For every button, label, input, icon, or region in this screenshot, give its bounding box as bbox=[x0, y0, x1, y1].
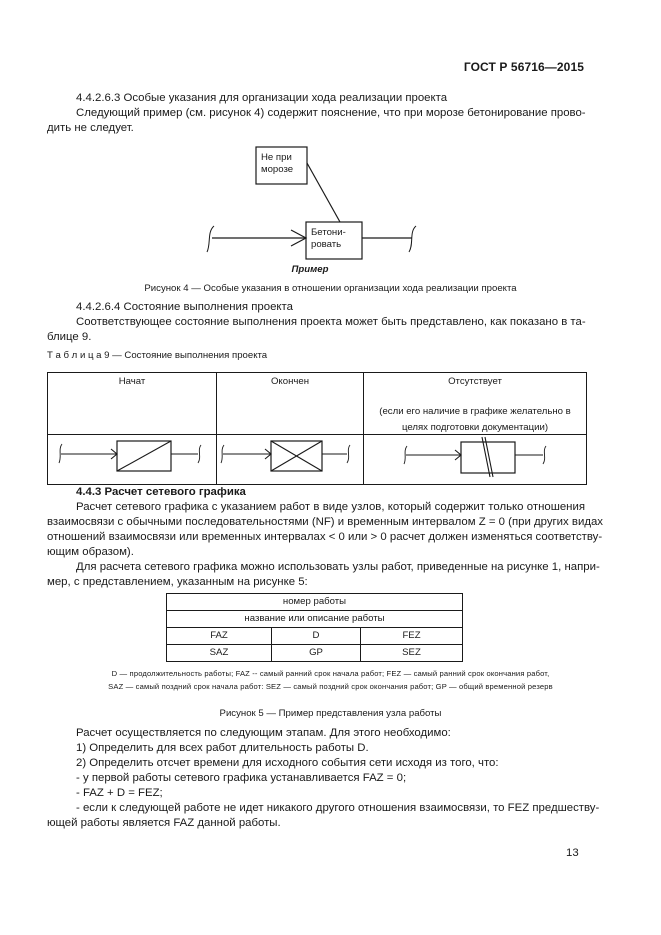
table-9-symbol-cell bbox=[48, 435, 217, 485]
section-heading-4-4-2-6-4: 4.4.2.6.4 Состояние выполнения проекта bbox=[76, 301, 293, 313]
step-bullet: - у первой работы сетевого графика устанавливается FAZ = 0; bbox=[76, 772, 407, 784]
step-1: 1) Определить для всех работ длительность работы D. bbox=[76, 742, 369, 754]
node-number-cell: номер работы bbox=[167, 594, 463, 611]
step-2: 2) Определить отсчет времени для исходного события сети исходя из того, что: bbox=[76, 757, 499, 769]
paragraph-line: отношений взаимосвязи или временных интервалах < 0 или > 0 расчет должен изменяться соответству- bbox=[47, 531, 603, 543]
paragraph-line: взаимосвязи с обычными последовательностями (NF) и временным интервалом Z = 0 (при других видах bbox=[47, 516, 603, 528]
task-box-label: Бетони- ровать bbox=[311, 227, 346, 250]
figure-4-subtitle: Пример bbox=[291, 264, 329, 275]
section-text-line: дить не следует. bbox=[47, 122, 134, 134]
break-mark-icon bbox=[409, 226, 416, 252]
paragraph-line: ющим образом). bbox=[47, 546, 134, 558]
paragraph-line: Для расчета сетевого графика можно использовать узлы работ, приведенные на рисунке 1, напри- bbox=[76, 561, 600, 573]
node-description-cell: название или описание работы bbox=[167, 611, 463, 628]
table-9-caption: Т а б л и ц а 9 — Состояние выполнения проекта bbox=[47, 350, 268, 361]
note-box-label: Не при морозе bbox=[261, 152, 294, 175]
finished-symbol-icon bbox=[217, 435, 363, 481]
page-number: 13 bbox=[566, 847, 579, 859]
figure-5-legend-line: SAZ — самый поздний срок начала работ: SEZ — самый поздний срок окончания работ; GP — общий временной резерв bbox=[108, 682, 553, 691]
section-text-line: блице 9. bbox=[47, 331, 92, 343]
d-cell: D bbox=[272, 628, 361, 645]
section-heading-4-4-2-6-3: 4.4.2.6.3 Особые указания для организации хода реализации проекта bbox=[76, 92, 448, 104]
section-text-line: Следующий пример (см. рисунок 4) содержит пояснение, что при морозе бетонирование прово- bbox=[76, 107, 586, 119]
table-9-header-cell: Отсутствует (если его наличие в графике желательно в целях подготовки документации) bbox=[364, 373, 587, 435]
section-text-line: Соответствующее состояние выполнения проекта может быть представлено, как показано в та- bbox=[76, 316, 586, 328]
table-9-symbol-cell bbox=[364, 435, 587, 485]
started-symbol-icon bbox=[48, 435, 216, 481]
paragraph-line: Расчет сетевого графика с указанием работ в виде узлов, который содержит только отношения bbox=[76, 501, 585, 513]
figure-4-caption: Рисунок 4 — Особые указания в отношении организации хода реализации проекта bbox=[144, 283, 517, 294]
step-bullet: - FAZ + D = FEZ; bbox=[76, 787, 163, 799]
table-9-symbol-cell bbox=[217, 435, 364, 485]
figure-5-caption: Рисунок 5 — Пример представления узла работы bbox=[219, 708, 442, 719]
faz-cell: FAZ bbox=[167, 628, 272, 645]
figure-5-node-table bbox=[166, 593, 463, 662]
sez-cell: SEZ bbox=[361, 645, 463, 662]
gp-cell: GP bbox=[272, 645, 361, 662]
break-mark-icon bbox=[207, 226, 214, 252]
note-link-line bbox=[307, 163, 340, 222]
step-bullet: - если к следующей работе не идет никакого другого отношения взаимосвязи, то FEZ предшеству- bbox=[76, 802, 600, 814]
absent-symbol-icon bbox=[364, 435, 586, 481]
figure-5-legend-line: D — продолжительность работы; FAZ -- самый ранний срок начала работ; FEZ — самый ранний срок окончания работ, bbox=[111, 669, 550, 678]
table-9-header-cell: Начат bbox=[48, 373, 217, 435]
table-9-header-cell: Окончен bbox=[217, 373, 364, 435]
standard-id-header: ГОСТ Р 56716—2015 bbox=[463, 60, 584, 74]
section-heading-4-4-3: 4.4.3 Расчет сетевого графика bbox=[76, 486, 246, 498]
paragraph-line: мер, с представлением, указанным на рисунке 5: bbox=[47, 576, 308, 588]
saz-cell: SAZ bbox=[167, 645, 272, 662]
table-9 bbox=[47, 372, 587, 485]
fez-cell: FEZ bbox=[361, 628, 463, 645]
steps-intro: Расчет осуществляется по следующим этапам. Для этого необходимо: bbox=[76, 727, 451, 739]
step-bullet-continuation: ющей работы является FAZ данной работы. bbox=[47, 817, 281, 829]
